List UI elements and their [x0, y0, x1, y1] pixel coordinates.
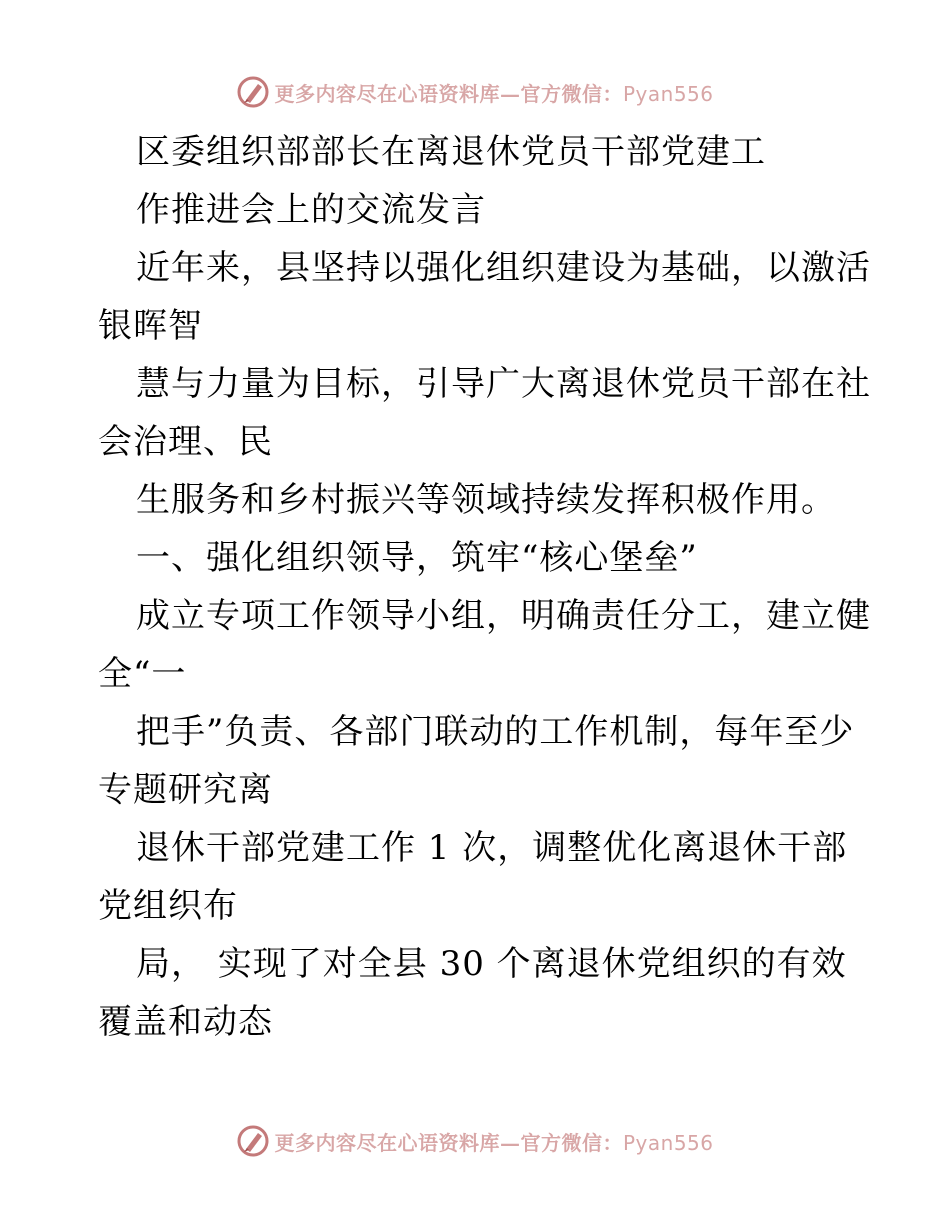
body-line: 银晖智: [98, 306, 203, 346]
doc-title-line-2: 作推进会上的交流发言: [136, 190, 486, 230]
body-line: 生服务和乡村振兴等领域持续发挥积极作用。: [136, 480, 836, 520]
header-watermark: [0, 72, 950, 112]
pen-logo-icon: [236, 75, 270, 109]
body-line: 成立专项工作领导小组，明确责任分工，建立健: [136, 596, 871, 636]
pen-logo-icon: [236, 1124, 270, 1158]
footer-watermark: [0, 1121, 950, 1161]
body-line: 党组织布: [98, 886, 238, 926]
body-line: 局， 实现了对全县 30 个离退休党组织的有效: [136, 944, 847, 984]
section-heading: 一、强化组织领导，筑牢“核心堡垒”: [136, 538, 698, 578]
watermark-text: 更多内容尽在心语资料库—官方微信：Pyan556: [274, 1130, 714, 1155]
body-line: 近年来，县坚持以强化组织建设为基础，以激活: [136, 248, 871, 288]
body-line: 会治理、民: [98, 422, 273, 462]
body-line: 把手”负责、各部门联动的工作机制，每年至少: [136, 712, 855, 752]
body-line: 慧与力量为目标，引导广大离退休党员干部在社: [136, 364, 871, 404]
watermark-text: 更多内容尽在心语资料库—官方微信：Pyan556: [274, 81, 714, 106]
body-line: 覆盖和动态: [98, 1002, 273, 1042]
body-line: 退休干部党建工作 1 次，调整优化离退休干部: [136, 828, 848, 868]
doc-title-line-1: 区委组织部部长在离退休党员干部党建工: [136, 132, 766, 172]
body-line: 专题研究离: [98, 770, 273, 810]
body-line: 全“一: [98, 654, 187, 694]
